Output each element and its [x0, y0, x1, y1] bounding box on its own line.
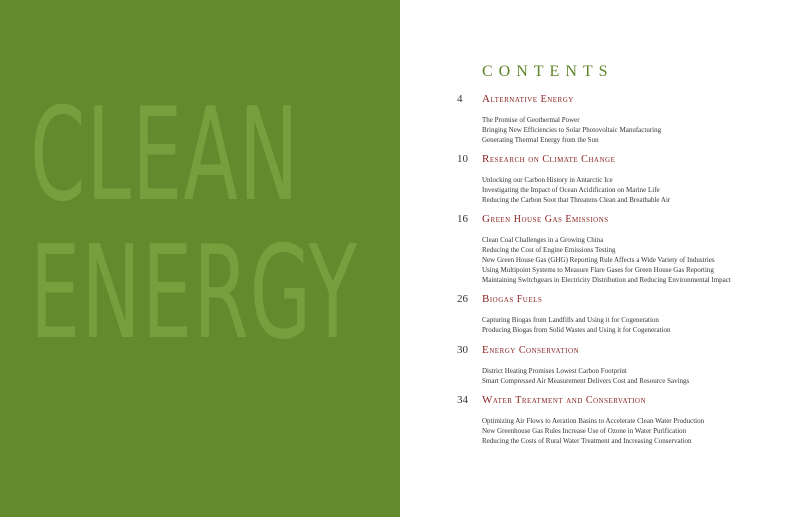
list-item: Bringing New Efficiencies to Solar Photovoltaic Manufacturing [482, 126, 662, 134]
section-items [482, 416, 704, 446]
section-page-number: 16 [457, 213, 468, 225]
section-title: Water Treatment and Conservation [482, 394, 647, 406]
contents-heading: CONTENTS [482, 63, 614, 80]
list-item: Clean Coal Challenges in a Growing China [482, 236, 604, 244]
section-title: Research on Climate Change [482, 153, 616, 165]
list-item: The Promise of Geothermal Power [482, 116, 580, 124]
list-item: Optimizing Air Flows to Aeration Basins to Accelerate Clean Water Production [482, 417, 705, 425]
section-page-number: 30 [457, 344, 468, 356]
section-items [482, 315, 670, 335]
list-item: Smart Compressed Air Measurement Delivers Cost and Resource Savings [482, 377, 690, 385]
section-title: Alternative Energy [482, 93, 574, 105]
section-page-number: 26 [457, 293, 468, 305]
section-items [482, 175, 670, 205]
list-item: District Heating Promises Lowest Carbon Footprint [482, 367, 627, 375]
list-item: Reducing the Carbon Soot that Threatens Clean and Breathable Air [482, 196, 671, 204]
section-page-number: 34 [457, 394, 468, 406]
list-item: Capturing Biogas from Landfills and Using it for Cogeneration [482, 316, 659, 324]
background-word-clean: CLEAN [30, 81, 300, 230]
section-title: Biogas Fuels [482, 293, 543, 305]
contents-page [400, 0, 800, 517]
list-item: Unlocking our Carbon History in Antarctic Ice [482, 176, 613, 184]
list-item: New Green House Gas (GHG) Reporting Rule Affects a Wide Variety of Industries [482, 256, 715, 264]
section-title: Green House Gas Emissions [482, 213, 609, 225]
list-item: Producing Biogas from Solid Wastes and Using it for Cogeneration [482, 326, 671, 334]
section-items [482, 366, 689, 386]
section-items [482, 115, 661, 145]
section-page-number: 10 [457, 153, 468, 165]
section-items [482, 235, 731, 285]
section-title: Energy Conservation [482, 344, 580, 356]
list-item: Investigating the Impact of Ocean Acidification on Marine Life [482, 186, 660, 194]
list-item: Reducing the Costs of Rural Water Treatment and Increasing Conservation [482, 437, 692, 445]
list-item: Maintaining Switchgears in Electricity Distribution and Reducing Environmental Impact [482, 276, 731, 284]
background-word-energy: ENERGY [30, 219, 359, 368]
section-page-number: 4 [457, 93, 463, 105]
list-item: Using Multipoint Systems to Measure Flare Gases for Green House Gas Reporting [482, 266, 714, 274]
list-item: New Greenhouse Gas Rules Increase Use of Ozone in Water Purification [482, 427, 687, 435]
list-item: Reducing the Cost of Engine Emissions Testing [482, 246, 616, 254]
list-item: Generating Thermal Energy from the Sun [482, 136, 599, 144]
